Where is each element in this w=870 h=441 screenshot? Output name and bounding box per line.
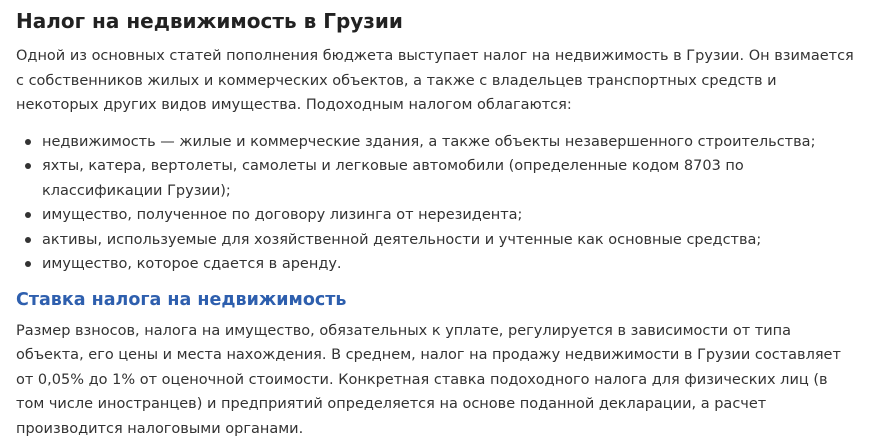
list-item-text: имущество, которое сдается в аренду. [42,256,342,272]
bullet-icon [25,163,31,169]
intro-paragraph: Одной из основных статей пополнения бюджета выступает налог на недвижимость в Грузии. Он взимается с собственников жилых и коммерческих объектов, а также с владельцев транспортных средств и некоторых других видов имущества. Подоходным налогом облагаются: [16,44,854,118]
taxable-items-list [16,130,854,277]
list-item-text: яхты, катера, вертолеты, самолеты и легковые автомобили (определенные кодом 8703 по классификации Грузии); [42,158,744,199]
list-item-text: имущество, полученное по договору лизинга от нерезидента; [42,207,522,223]
list-item-text: активы, используемые для хозяйственной деятельности и учтенные как основные средства; [42,232,761,248]
section-subtitle: Ставка налога на недвижимость [16,287,854,313]
list-item [42,228,854,253]
article-title: Налог на недвижимость в Грузии [16,6,854,36]
list-item-text: недвижимость — жилые и коммерческие здания, а также объекты незавершенного строительства; [42,134,815,150]
list-item [42,203,854,228]
list-item [42,130,854,155]
bullet-icon [25,139,31,145]
list-item [42,154,854,203]
bullet-icon [25,237,31,243]
list-item [42,252,854,277]
bullet-icon [25,261,31,267]
bullet-icon [25,212,31,218]
rate-paragraph: Размер взносов, налога на имущество, обязательных к уплате, регулируется в зависимости от типа объекта, его цены и места нахождения. В среднем, налог на продажу недвижимости в Грузии составляет от 0,05% до 1% от оценочной стоимости. Конкретная ставка подоходного налога для физических лиц (в том числе иностранцев) и предприятий определяется на основе поданной декларации, а расчет производится налоговыми органами. [16,319,854,441]
